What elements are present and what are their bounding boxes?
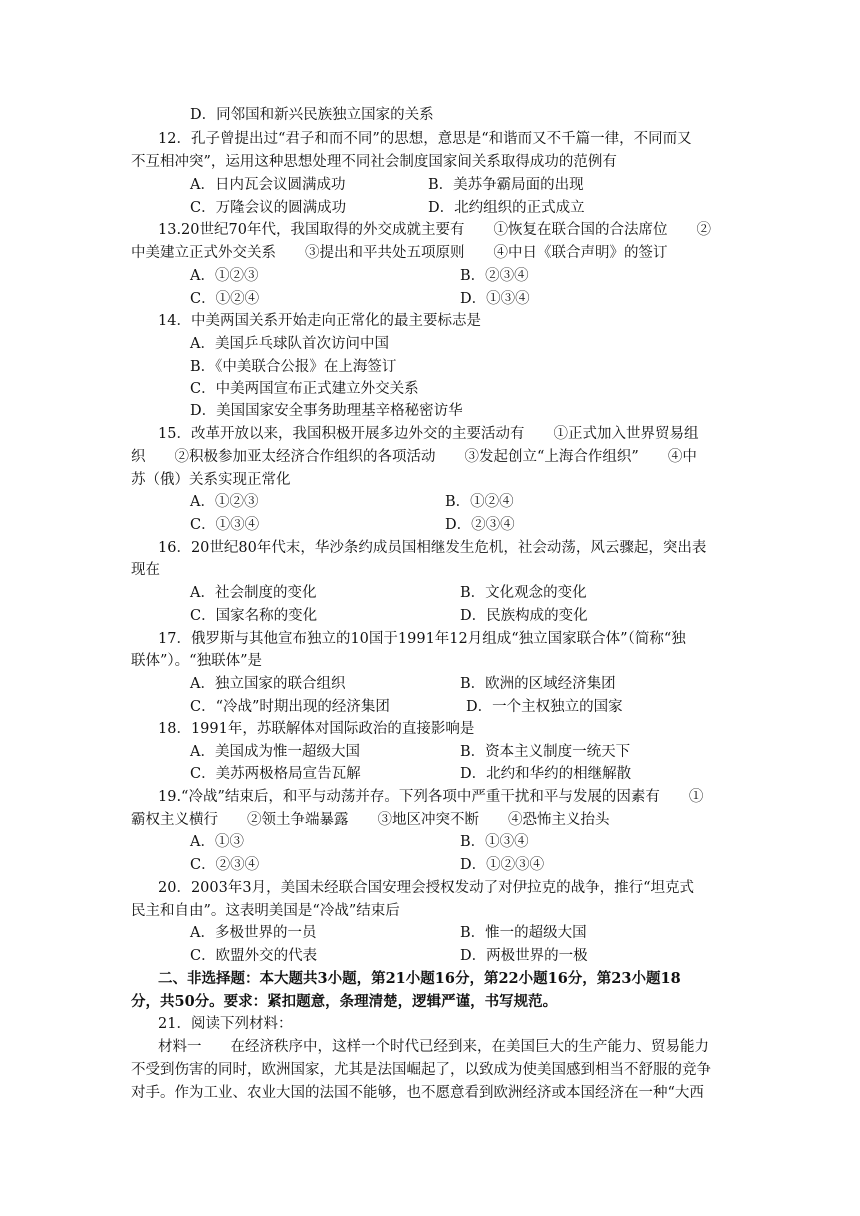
option-20b: B．惟一的超级大国 (460, 925, 587, 941)
question-12: 12．孔子曾提出过“君子和而不同”的思想，意思是“和谐而又不千篇一律，不同而又 (158, 131, 692, 147)
option-15a: A．①②③ (190, 494, 259, 510)
option-16a: A．社会制度的变化 (190, 585, 317, 601)
question-13: 13.20世纪70年代，我国取得的外交成就主要有 ①恢复在联合国的合法席位 ② (158, 222, 711, 238)
option-11d: D．同邻国和新兴民族独立国家的关系 (190, 107, 434, 123)
option-14a: A．美国乒乓球队首次访问中国 (190, 336, 389, 352)
option-16c: C．国家名称的变化 (190, 608, 318, 624)
question-15-cont: 织 ②积极参加亚太经济合作组织的各项活动 ③发起创立“上海合作组织” ④中 (131, 449, 697, 465)
option-12a: A．日内瓦会议圆满成功 (190, 177, 346, 193)
option-14d: D．美国国家安全事务助理基辛格秘密访华 (190, 403, 463, 419)
option-18a: A．美国成为惟一超级大国 (190, 744, 360, 760)
option-14b: B．《中美联合公报》在上海签订 (190, 359, 397, 375)
option-15d: D．②③④ (445, 517, 515, 533)
question-14: 14．中美两国关系开始走向正常化的最主要标志是 (158, 313, 481, 329)
section-2-heading-cont: 分，共50分。要求：紧扣题意，条理清楚，逻辑严谨，书写规范。 (131, 993, 558, 1010)
question-21: 21．阅读下列材料： (158, 1016, 293, 1032)
question-20: 20．2003年3月，美国未经联合国安理会授权发动了对伊拉克的战争，推行“坦克式 (158, 880, 694, 896)
question-17: 17．俄罗斯与其他宣布独立的10国于1991年12月组成“独立国家联合体”（简称“独 (158, 631, 686, 647)
option-19a: A．①③ (190, 834, 244, 850)
option-17a: A．独立国家的联合组织 (190, 676, 346, 692)
question-12-cont: 不互相冲突”，运用这种思想处理不同社会制度国家间关系取得成功的范例有 (131, 154, 617, 170)
question-15: 15．改革开放以来，我国积极开展多边外交的主要活动有 ①正式加入世界贸易组 (158, 426, 699, 442)
option-17c: C．“冷战”时期出现的经济集团 (190, 699, 390, 715)
option-12b: B．美苏争霸局面的出现 (428, 177, 584, 193)
option-19b: B．①③④ (460, 834, 529, 850)
option-13c: C．①②④ (190, 291, 260, 307)
section-2-heading: 二、非选择题：本大题共3小题，第21小题16分，第22小题16分，第23小题18 (158, 970, 681, 987)
option-18b: B．资本主义制度一统天下 (460, 744, 631, 760)
option-15c: C．①③④ (190, 517, 260, 533)
option-13d: D．①③④ (460, 291, 530, 307)
question-19: 19.“冷战”结束后，和平与动荡并存。下列各项中严重干扰和平与发展的因素有 ① (158, 789, 704, 805)
material-1-line2: 不受到伤害的同时，欧洲国家，尤其是法国崛起了，以致成为使美国感到相当不舒服的竞争 (131, 1062, 711, 1078)
option-16d: D．民族构成的变化 (460, 608, 588, 624)
material-1-line3: 对手。作为工业、农业大国的法国不能够，也不愿意看到欧洲经济或本国经济在一种“大西 (131, 1085, 704, 1101)
question-18: 18．1991年，苏联解体对国际政治的直接影响是 (158, 721, 475, 737)
question-17-cont: 联体”）。“独联体”是 (131, 653, 262, 669)
question-15-cont2: 苏（俄）关系实现正常化 (131, 472, 291, 488)
question-19-cont: 霸权主义横行 ②领土争端暴露 ③地区冲突不断 ④恐怖主义抬头 (131, 812, 610, 828)
option-16b: B．文化观念的变化 (460, 585, 587, 601)
question-16-cont: 现在 (131, 562, 160, 578)
material-1-line1: 材料一 在经济秩序中，这样一个时代已经到来，在美国巨大的生产能力、贸易能力 (158, 1039, 709, 1055)
option-12c: C．万隆会议的圆满成功 (190, 200, 347, 216)
option-20d: D．两极世界的一极 (460, 948, 588, 964)
option-17d: D．一个主权独立的国家 (466, 699, 623, 715)
option-19d: D．①②③④ (460, 857, 545, 873)
option-20a: A．多极世界的一员 (190, 925, 317, 941)
option-20c: C．欧盟外交的代表 (190, 948, 318, 964)
option-18d: D．北约和华约的相继解散 (460, 766, 632, 782)
option-18c: C．美苏两极格局宣告瓦解 (190, 766, 361, 782)
question-13-cont: 中美建立正式外交关系 ③提出和平共处五项原则 ④中日《联合声明》的签订 (131, 245, 668, 261)
option-15b: B．①②④ (445, 494, 514, 510)
option-17b: B．欧洲的区域经济集团 (460, 676, 616, 692)
option-13b: B．②③④ (460, 268, 529, 284)
question-20-cont: 民主和自由”。这表明美国是“冷战”结束后 (131, 903, 400, 919)
option-14c: C．中美两国宣布正式建立外交关系 (190, 381, 419, 397)
question-16: 16．20世纪80年代末，华沙条约成员国相继发生危机，社会动荡，风云骤起，突出表 (158, 540, 707, 556)
option-19c: C．②③④ (190, 857, 260, 873)
option-12d: D．北约组织的正式成立 (428, 200, 585, 216)
option-13a: A．①②③ (190, 268, 259, 284)
